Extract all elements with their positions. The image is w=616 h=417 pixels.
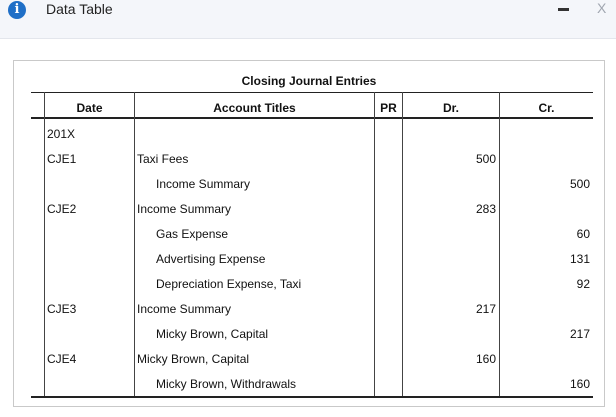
row-date: CJE3 xyxy=(47,302,77,316)
row-account-title: Micky Brown, Withdrawals xyxy=(156,377,297,391)
header-bottom-rule xyxy=(31,117,593,119)
row-account-title: Taxi Fees xyxy=(137,152,189,166)
col-line-date xyxy=(134,92,135,396)
header-cr: Cr. xyxy=(538,101,555,115)
row-credit: 500 xyxy=(569,177,590,191)
row-date: CJE2 xyxy=(47,202,77,216)
row-account-title: Income Summary xyxy=(137,202,232,216)
table-title: Closing Journal Entries xyxy=(241,74,377,88)
header-pr: PR xyxy=(380,101,397,115)
row-account-title: Income Summary xyxy=(156,177,251,191)
row-account-title: Micky Brown, Capital xyxy=(137,352,250,366)
data-table-panel xyxy=(13,60,605,407)
window-title: Data Table xyxy=(46,1,113,17)
row-date: CJE4 xyxy=(47,352,77,366)
header-account-titles: Account Titles xyxy=(213,101,296,115)
row-debit: 217 xyxy=(475,302,496,316)
col-line-dr xyxy=(499,92,500,396)
row-account-title: Gas Expense xyxy=(156,227,229,241)
row-date: CJE1 xyxy=(47,152,77,166)
col-line-account xyxy=(374,92,375,396)
info-icon: i xyxy=(8,1,26,19)
row-credit: 131 xyxy=(569,252,590,266)
row-debit: 283 xyxy=(475,202,496,216)
header-top-rule xyxy=(31,92,593,93)
header-dr: Dr. xyxy=(442,101,459,115)
row-account-title: Micky Brown, Capital xyxy=(156,327,269,341)
row-debit: 500 xyxy=(475,152,496,166)
table-bottom-rule xyxy=(31,396,593,398)
close-icon[interactable]: X xyxy=(597,0,607,16)
journal-year: 201X xyxy=(47,127,76,141)
header-date: Date xyxy=(76,101,103,115)
row-credit: 160 xyxy=(569,377,590,391)
minimize-icon[interactable] xyxy=(558,8,569,11)
row-credit: 92 xyxy=(576,277,590,291)
row-debit: 160 xyxy=(475,352,496,366)
row-credit: 60 xyxy=(576,227,590,241)
row-account-title: Income Summary xyxy=(137,302,232,316)
row-credit: 217 xyxy=(569,327,590,341)
row-account-title: Advertising Expense xyxy=(156,252,266,266)
row-account-title: Depreciation Expense, Taxi xyxy=(156,277,302,291)
window-titlebar xyxy=(0,0,616,39)
col-line-left xyxy=(44,92,45,396)
col-line-pr xyxy=(402,92,403,396)
